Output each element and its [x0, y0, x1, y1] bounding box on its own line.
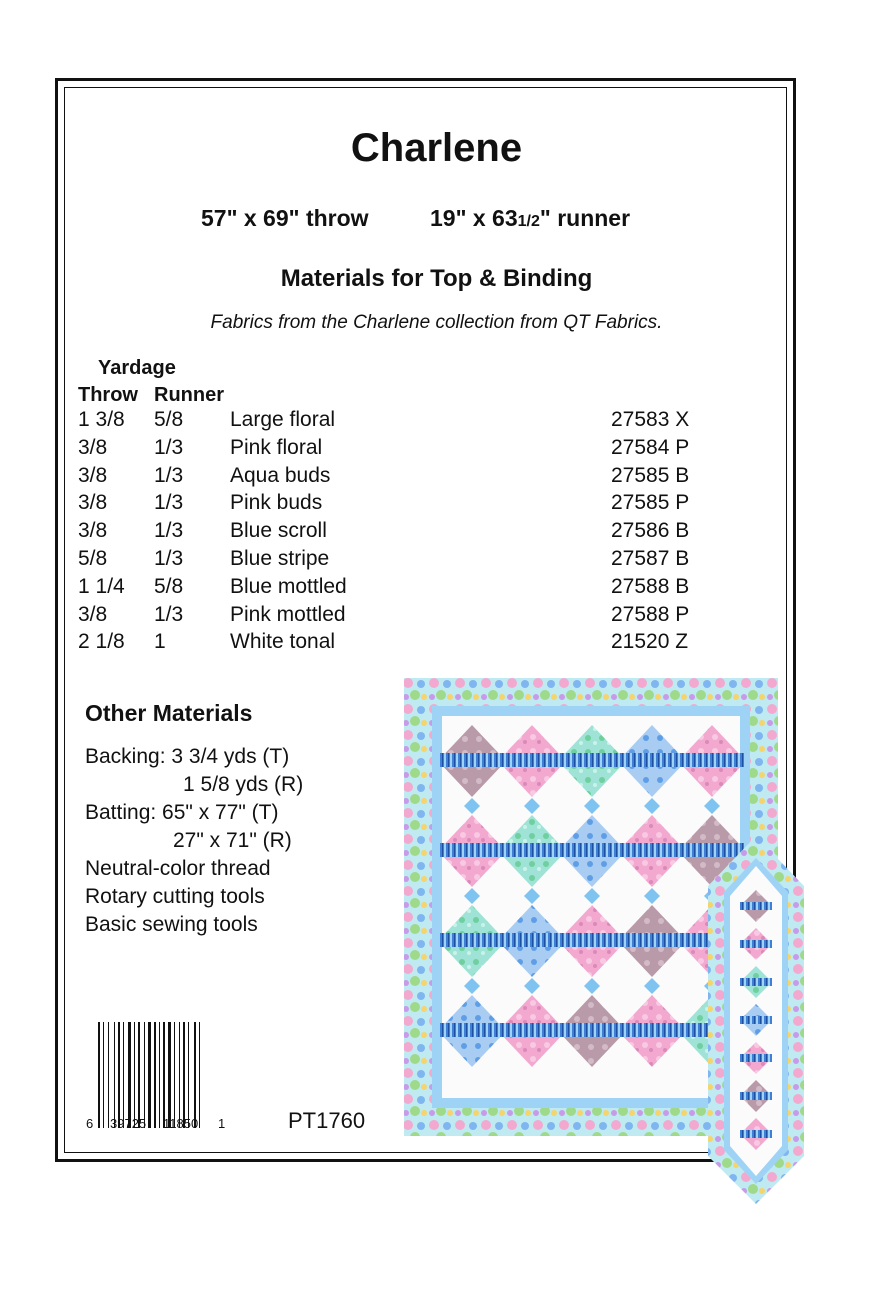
throw-yardage: 3/8: [78, 491, 108, 515]
runner-yardage: 1/3: [154, 547, 184, 570]
pattern-code: PT1760: [288, 1108, 366, 1133]
table-row: [0, 575, 873, 603]
fabric-name: Pink buds: [230, 491, 323, 515]
runner-yardage: 1/3: [154, 602, 184, 626]
table-row: [0, 436, 873, 464]
barcode-bar: [123, 1022, 124, 1128]
page-title: Charlene: [350, 126, 523, 170]
barcode-bar: [148, 1022, 151, 1128]
barcode-digit-4: 1: [218, 1116, 226, 1131]
sewing-item: Basic sewing tools: [85, 913, 258, 936]
quilt-stripe: [438, 933, 506, 947]
runner-stripe: [740, 978, 772, 986]
barcode-bar: [168, 1022, 171, 1128]
quilt-stripe: [498, 753, 566, 767]
barcode-bar: [134, 1022, 135, 1128]
fabric-sku: 27585 B: [611, 463, 690, 487]
throw-yardage: 3/8: [78, 519, 108, 543]
barcode-digits-2: 39725: [110, 1116, 147, 1131]
collection-note: Fabrics from the Charlene collection from QT Fabrics.: [210, 312, 663, 333]
table-row: [0, 491, 873, 519]
fabric-name: Blue mottled: [230, 574, 347, 598]
barcode-bar: [114, 1022, 115, 1128]
backing-runner: 1 5/8 yds (R): [183, 773, 304, 796]
barcode-bar: [138, 1022, 140, 1128]
throw-yardage: 3/8: [78, 463, 108, 487]
quilt-stripe: [558, 933, 626, 947]
fabric-name: Pink mottled: [230, 602, 346, 626]
throw-yardage: 5/8: [78, 547, 108, 570]
barcode-bar: [188, 1022, 189, 1128]
quilt-stripe: [618, 843, 686, 857]
barcode-bar: [163, 1022, 165, 1128]
runner-yardage: 5/8: [154, 574, 184, 598]
runner-stripe: [740, 1054, 772, 1062]
barcode-digit-1: 6: [86, 1116, 94, 1131]
runner-column-header: Runner: [154, 384, 224, 406]
barcode-bar: [183, 1022, 185, 1128]
runner-yardage: 1/3: [154, 491, 184, 515]
quilt-stripe: [678, 843, 746, 857]
barcode-bar: [118, 1022, 120, 1128]
other-materials-heading: Other Materials: [85, 700, 253, 726]
runner-yardage: 1/3: [154, 435, 184, 459]
runner-stripe: [740, 1130, 772, 1138]
fabric-name: Pink floral: [230, 435, 323, 459]
quilt-stripe: [618, 933, 686, 947]
fabric-name: Large floral: [230, 408, 336, 431]
barcode: [96, 1022, 226, 1128]
barcode-bar: [128, 1022, 131, 1128]
barcode-bar: [103, 1022, 104, 1128]
runner-yardage: 1/3: [154, 519, 184, 543]
fabric-sku: 21520 Z: [611, 630, 689, 654]
throw-yardage: 1 1/4: [78, 574, 125, 598]
fabric-sku: 27585 P: [611, 491, 690, 515]
runner-stripe: [740, 1092, 772, 1100]
runner-stripe: [740, 902, 772, 910]
throw-yardage: 3/8: [78, 435, 108, 459]
barcode-bar: [199, 1022, 200, 1128]
barcode-bar: [144, 1022, 145, 1128]
fabric-name: Aqua buds: [230, 463, 331, 487]
quilt-stripe: [438, 1023, 506, 1037]
fabric-sku: 27583 X: [611, 408, 690, 431]
materials-heading: Materials for Top & Binding: [280, 265, 593, 292]
fabric-sku: 27588 P: [611, 602, 690, 626]
runner-yardage: 5/8: [154, 408, 184, 431]
table-row: [0, 630, 873, 658]
batting-runner: 27" x 71" (R): [173, 829, 292, 852]
quilt-stripe: [558, 1023, 626, 1037]
barcode-bar: [159, 1022, 160, 1128]
barcode-bar: [194, 1022, 196, 1128]
runner-size: 19" x 631/2" runner: [430, 205, 631, 231]
table-row: [0, 547, 873, 575]
barcode-bar: [179, 1022, 180, 1128]
runner-stripe: [740, 940, 772, 948]
table-row: [0, 519, 873, 547]
quilt-stripe: [618, 1023, 686, 1037]
quilt-stripe: [498, 933, 566, 947]
table-row: [0, 603, 873, 631]
quilt-stripe: [618, 753, 686, 767]
quilt-stripe: [498, 843, 566, 857]
quilt-stripe: [438, 843, 506, 857]
quilt-stripe: [498, 1023, 566, 1037]
backing-throw: Backing: 3 3/4 yds (T): [85, 745, 290, 768]
runner-yardage: 1: [154, 630, 166, 654]
throw-column-header: Throw: [78, 384, 138, 406]
fabric-sku: 27586 B: [611, 519, 690, 543]
fabric-sku: 27584 P: [611, 435, 690, 459]
fabric-name: Blue stripe: [230, 547, 330, 570]
throw-yardage: 2 1/8: [78, 630, 125, 654]
rotary-item: Rotary cutting tools: [85, 885, 265, 908]
quilt-stripe: [558, 843, 626, 857]
quilt-stripe: [678, 753, 746, 767]
yardage-header: Yardage: [98, 357, 176, 379]
quilt-stripe: [438, 753, 506, 767]
barcode-bar: [108, 1022, 109, 1128]
barcode-bar: [154, 1022, 156, 1128]
table-row: [0, 464, 873, 492]
fabric-sku: 27588 B: [611, 574, 690, 598]
quilt-illustration: [402, 676, 812, 1206]
fabric-sku: 27587 B: [611, 547, 690, 570]
fabric-name: Blue scroll: [230, 519, 327, 543]
throw-yardage: 3/8: [78, 602, 108, 626]
table-row: [0, 408, 873, 436]
throw-size: 57" x 69" throw: [201, 205, 369, 231]
runner-stripe: [740, 1016, 772, 1024]
runner-yardage: 1/3: [154, 463, 184, 487]
barcode-bar: [98, 1022, 100, 1128]
batting-throw: Batting: 65" x 77" (T): [85, 801, 279, 824]
barcode-bar: [174, 1022, 175, 1128]
thread-item: Neutral-color thread: [85, 857, 271, 880]
barcode-digits-3: 11850: [163, 1116, 199, 1131]
throw-yardage: 1 3/8: [78, 408, 125, 431]
fabric-name: White tonal: [230, 630, 336, 654]
quilt-stripe: [558, 753, 626, 767]
